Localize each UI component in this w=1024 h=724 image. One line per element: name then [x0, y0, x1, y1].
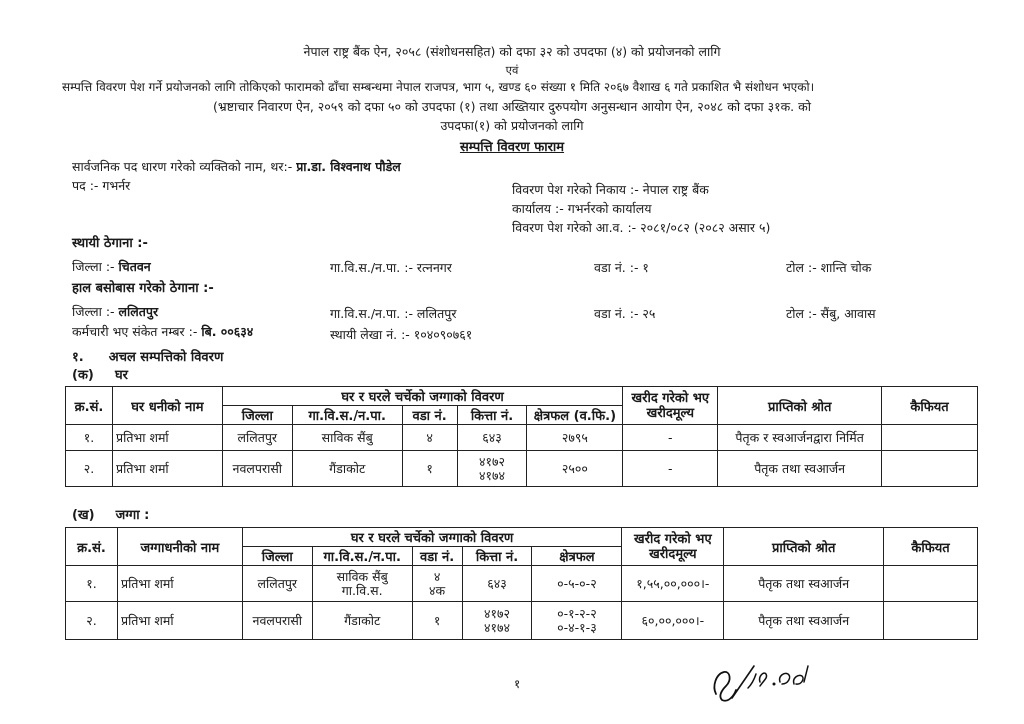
- land-row-2-remarks: [884, 602, 978, 640]
- land-row-2-area-1: ०-१-२-२: [557, 605, 597, 621]
- house-row-2-source: पैतृक तथा स्वआर्जन: [718, 451, 882, 487]
- house-header-source: प्राप्तिको श्रोत: [718, 387, 882, 425]
- land-header-source: प्राप्तिको श्रोत: [724, 528, 884, 566]
- section-1-label: अचल सम्पत्तिको विवरण: [108, 350, 224, 365]
- permanent-address-title: स्थायी ठेगाना :-: [72, 236, 148, 251]
- permanent-district-label: जिल्ला :-: [72, 259, 115, 274]
- land-row-2-kitta-2: ४१७४: [484, 619, 511, 635]
- house-row-2-vdc: गैंडाकोट: [292, 451, 402, 487]
- house-row-1-ward: ४: [402, 425, 457, 451]
- house-subsection-title: [72, 368, 128, 384]
- person-post: पद :- गभर्नर: [72, 178, 131, 193]
- house-header-ward: वडा नं.: [402, 406, 457, 425]
- employee-number: बि. ००६३४: [201, 324, 254, 339]
- house-header-kitta: कित्ता नं.: [457, 406, 527, 425]
- table-row: [66, 566, 978, 602]
- current-district-row: [72, 304, 158, 320]
- land-row-1-owner: प्रतिभा शर्मा: [117, 566, 242, 602]
- house-header-owner: घर धनीको नाम: [112, 387, 222, 425]
- table-row: [66, 451, 978, 487]
- land-row-2-district: नवलपरासी: [242, 602, 312, 640]
- land-header-group: घर र घरले चर्चेको जग्गाको विवरण: [242, 528, 622, 547]
- current-district-label: जिल्ला :-: [72, 304, 115, 319]
- current-tole: टोल :- सैंबु, आवास: [786, 306, 876, 321]
- house-subsection-label: घर: [114, 368, 128, 383]
- submitting-office: कार्यालय :- गभर्नरको कार्यालय: [512, 201, 652, 216]
- section-1-number: १.: [72, 350, 84, 365]
- land-row-1-remarks: [884, 566, 978, 602]
- land-row-2-kitta: [462, 602, 532, 640]
- submitting-org: विवरण पेश गरेको निकाय :- नेपाल राष्ट्र बैंक: [512, 182, 709, 197]
- house-subsection-letter: (क): [72, 368, 94, 383]
- house-header-remarks: कैफियत: [882, 387, 978, 425]
- land-subsection-label: जग्गा :: [115, 508, 150, 523]
- page-number: १: [514, 677, 521, 691]
- land-table: [65, 527, 978, 640]
- land-row-1-vdc-2: गा.वि.स.: [341, 582, 383, 598]
- fiscal-year: विवरण पेश गरेको आ.व. :- २०८१/०८२ (२०८२ असार ५): [512, 220, 771, 235]
- land-row-1-area: ०-५-०-२: [532, 566, 622, 602]
- permanent-municipality: गा.वि.स./न.पा. :- रत्ननगर: [330, 260, 452, 275]
- current-address-title: हाल बसोबास गरेको ठेगाना :-: [72, 281, 214, 296]
- permanent-district: चितवन: [118, 259, 151, 274]
- land-row-2-owner: प्रतिभा शर्मा: [117, 602, 242, 640]
- person-name-row: [72, 159, 401, 175]
- land-row-2-price: ६०,००,०००।-: [622, 602, 724, 640]
- house-header-vdc: गा.वि.स./न.पा.: [292, 406, 402, 425]
- house-row-1-remarks: [882, 425, 978, 451]
- person-name-value: प्रा.डा. विश्वनाथ पौडेल: [296, 159, 401, 174]
- land-header-kitta: कित्ता नं.: [462, 547, 532, 566]
- table-row: [66, 602, 978, 640]
- land-row-2-source: पैतृक तथा स्वआर्जन: [724, 602, 884, 640]
- land-header-remarks: कैफियत: [884, 528, 978, 566]
- employee-number-label: कर्मचारी भए संकेत नम्बर :-: [72, 324, 198, 339]
- land-row-1-sn: १.: [66, 566, 118, 602]
- house-row-1-source: पैतृक र स्वआर्जनद्वारा निर्मित: [718, 425, 882, 451]
- house-header-sn: क्र.सं.: [66, 387, 113, 425]
- house-header-price: खरीद गरेको भए खरीदमूल्य: [623, 387, 718, 425]
- current-ward: वडा नं. :- २५: [594, 306, 656, 321]
- house-row-1-kitta: ६४३: [457, 425, 527, 451]
- house-row-2-price: -: [623, 451, 718, 487]
- land-row-2-area-2: ०-४-१-३: [557, 619, 597, 635]
- house-header-group: घर र घरले चर्चेको जग्गाको विवरण: [222, 387, 623, 406]
- pan-number: स्थायी लेखा नं. :- १०४०९०७६१: [330, 327, 473, 342]
- house-row-2-kitta-2: ४१७४: [479, 467, 506, 483]
- land-row-1-ward: [412, 566, 462, 602]
- land-header-price: खरीद गरेको भए खरीदमूल्य: [622, 528, 724, 566]
- land-row-2-area: [532, 602, 622, 640]
- land-header-vdc: गा.वि.स./न.पा.: [312, 547, 412, 566]
- section-1-title: [72, 350, 223, 366]
- land-row-2-vdc: गैंडाकोट: [312, 602, 412, 640]
- land-subsection-letter: (ख): [72, 508, 95, 523]
- land-row-1-kitta: ६४३: [462, 566, 532, 602]
- house-header-district: जिल्ला: [222, 406, 292, 425]
- header-line-3: सम्पत्ति विवरण पेश गर्ने प्रयोजनको लागि तोकिएको फारामको ढाँचा सम्बन्धमा नेपाल राजपत्र, भाग ५, खण्ड ६० संख्या १ मिति २०६७ वैशाख ६ गते प्रकाशित भै संशोधन भएको।: [62, 80, 815, 94]
- land-header-sn: क्र.सं.: [66, 528, 118, 566]
- permanent-tole: टोल :- शान्ति चोक: [786, 260, 872, 275]
- house-row-2-sn: २.: [66, 451, 113, 487]
- current-municipality: गा.वि.स./न.पा. :- ललितपुर: [330, 306, 457, 321]
- house-row-1-owner: प्रतिभा शर्मा: [112, 425, 222, 451]
- land-row-1-source: पैतृक तथा स्वआर्जन: [724, 566, 884, 602]
- house-row-2-kitta-1: ४१७२: [479, 453, 506, 469]
- land-row-2-kitta-1: ४१७२: [484, 605, 511, 621]
- handwritten-signature: [708, 656, 818, 706]
- employee-number-row: [72, 324, 253, 340]
- house-row-2-owner: प्रतिभा शर्मा: [112, 451, 222, 487]
- house-row-1-sn: १.: [66, 425, 113, 451]
- land-subsection-title: [72, 508, 149, 524]
- land-row-1-price: १,५५,००,०००।-: [622, 566, 724, 602]
- permanent-district-row: [72, 259, 151, 275]
- land-row-1-district: ललितपुर: [242, 566, 312, 602]
- house-row-2-kitta: [457, 451, 527, 487]
- house-row-1-vdc: साविक सैंबु: [292, 425, 402, 451]
- person-name-label: सार्वजनिक पद धारण गरेको व्यक्तिको नाम, थर:-: [72, 159, 293, 174]
- house-header-area: क्षेत्रफल (व.फि.): [527, 406, 623, 425]
- land-row-2-ward: १: [412, 602, 462, 640]
- land-row-1-vdc: [312, 566, 412, 602]
- header-line-4: (भ्रष्टाचार निवारण ऐन, २०५९ को दफा ५० को उपदफा (१) तथा अख्तियार दुरुपयोग अनुसन्धान आयोग ऐन, २०४८ को दफा ३१क. को: [213, 99, 811, 114]
- house-row-1-price: -: [623, 425, 718, 451]
- land-header-district: जिल्ला: [242, 547, 312, 566]
- form-title: सम्पत्ति विवरण फाराम: [459, 140, 565, 155]
- house-row-2-ward: १: [402, 451, 457, 487]
- land-row-1-ward-2: ४क: [429, 582, 446, 598]
- house-row-1-area: २७९५: [527, 425, 623, 451]
- current-district: ललितपुर: [118, 304, 159, 319]
- house-table: [65, 386, 978, 487]
- land-row-2-sn: २.: [66, 602, 118, 640]
- table-row: [66, 425, 978, 451]
- land-header-owner: जग्गाधनीको नाम: [117, 528, 242, 566]
- header-line-1: नेपाल राष्ट्र बैंक ऐन, २०५८ (संशोधनसहित) को दफा ३२ को उपदफा (४) को प्रयोजनको लागि: [303, 44, 721, 59]
- land-row-1-vdc-1: साविक सैंबु: [336, 568, 388, 584]
- land-row-1-ward-1: ४: [433, 568, 441, 584]
- land-header-ward: वडा नं.: [412, 547, 462, 566]
- permanent-ward: वडा नं. :- १: [594, 260, 649, 275]
- house-row-2-district: नवलपरासी: [222, 451, 292, 487]
- header-line-5: उपदफा(१) को प्रयोजनको लागि: [440, 118, 584, 133]
- house-row-2-remarks: [882, 451, 978, 487]
- house-row-2-area: २५००: [527, 451, 623, 487]
- house-row-1-district: ललितपुर: [222, 425, 292, 451]
- header-line-2: एवं: [505, 63, 519, 77]
- land-header-area: क्षेत्रफल: [532, 547, 622, 566]
